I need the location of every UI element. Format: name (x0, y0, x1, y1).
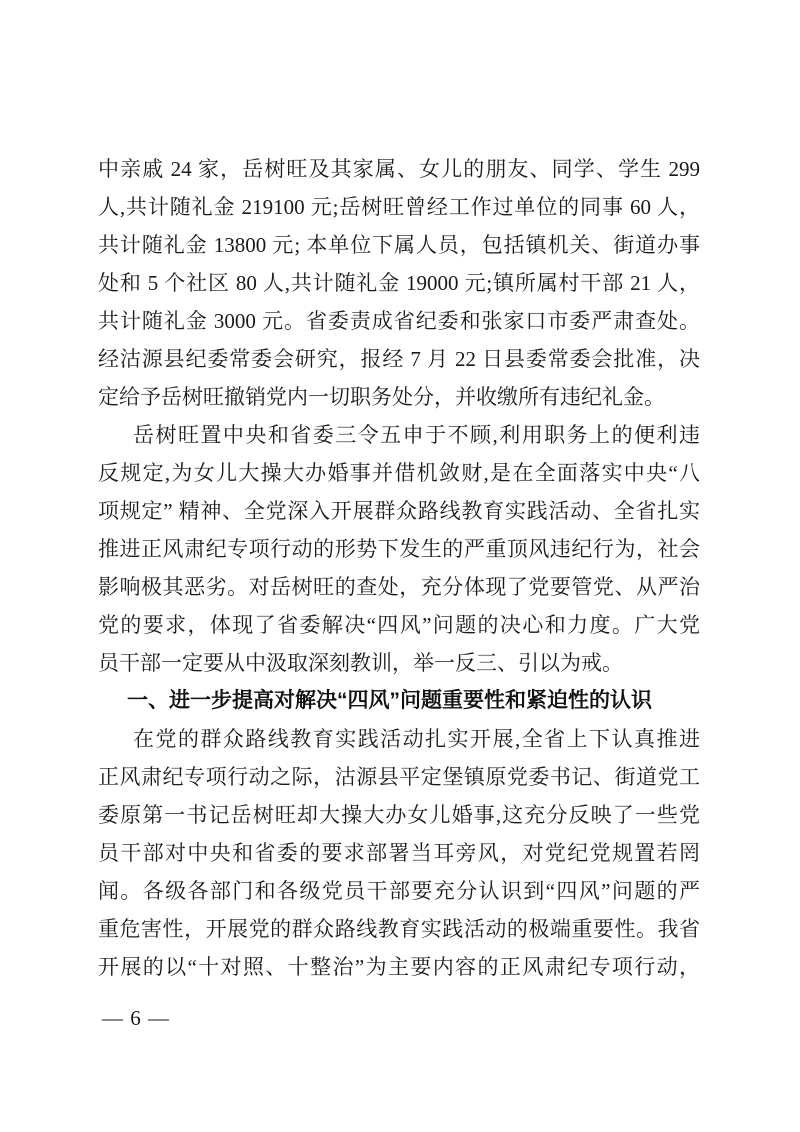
paragraph-1 (98, 150, 700, 416)
text-line: 定给予岳树旺撤销党内一切职务处分，并收缴所有违纪礼金。 (98, 385, 665, 409)
text-line: 处和 5 个社区 80 人,共计随礼金 19000 元;镇所属村干部 21 人， (98, 271, 700, 295)
text-line: 重危害性，开展党的群众路线教育实践活动的极端重要性。我省 (98, 917, 700, 941)
text-line: 共计随礼金 3000 元。省委责成省纪委和张家口市委严肃查处。 (98, 309, 700, 333)
section-heading: 一、进一步提高对解决“四风”问题重要性和紧迫性的认识 (127, 689, 652, 712)
text-line: 员干部对中央和省委的要求部署当耳旁风，对党纪党规置若罔 (98, 841, 700, 865)
text-line: 推进正风肃纪专项行动的形势下发生的严重顶风违纪行为，社会 (98, 537, 700, 561)
text-line: 开展的以“十对照、十整治”为主要内容的正风肃纪专项行动， (98, 955, 700, 979)
text-line: 党的要求，体现了省委解决“四风”问题的决心和力度。广大党 (98, 613, 700, 637)
page-number: — 6 — (102, 1006, 170, 1030)
text-line: 委原第一书记岳树旺却大操大办女儿婚事,这充分反映了一些党 (98, 803, 700, 827)
text-line: 反规定,为女儿大操大办婚事并借机敛财,是在全面落实中央“八 (98, 461, 700, 485)
text-line: 在党的群众路线教育实践活动扎实开展,全省上下认真推进 (133, 727, 700, 751)
text-line: 共计随礼金 13800 元; 本单位下属人员，包括镇机关、街道办事 (98, 233, 700, 257)
text-line: 项规定” 精神、全党深入开展群众路线教育实践活动、全省扎实 (98, 499, 700, 523)
document-body (98, 150, 700, 986)
paragraph-2 (98, 416, 700, 682)
text-line: 影响极其恶劣。对岳树旺的查处，充分体现了党要管党、从严治 (98, 575, 700, 599)
text-line: 闻。各级各部门和各级党员干部要充分认识到“四风”问题的严 (98, 879, 700, 903)
text-line: 岳树旺置中央和省委三令五申于不顾,利用职务上的便利违 (133, 423, 700, 447)
text-line: 经沽源县纪委常委会研究，报经 7 月 22 日县委常委会批准，决 (98, 347, 700, 371)
text-line: 中亲戚 24 家，岳树旺及其家属、女儿的朋友、同学、学生 299 (98, 157, 700, 181)
text-line: 人,共计随礼金 219100 元;岳树旺曾经工作过单位的同事 60 人， (98, 195, 700, 219)
text-line: 正风肃纪专项行动之际，沽源县平定堡镇原党委书记、街道党工 (98, 765, 700, 789)
paragraph-3 (98, 720, 700, 986)
text-line: 员干部一定要从中汲取深刻教训，举一反三、引以为戒。 (98, 651, 623, 675)
